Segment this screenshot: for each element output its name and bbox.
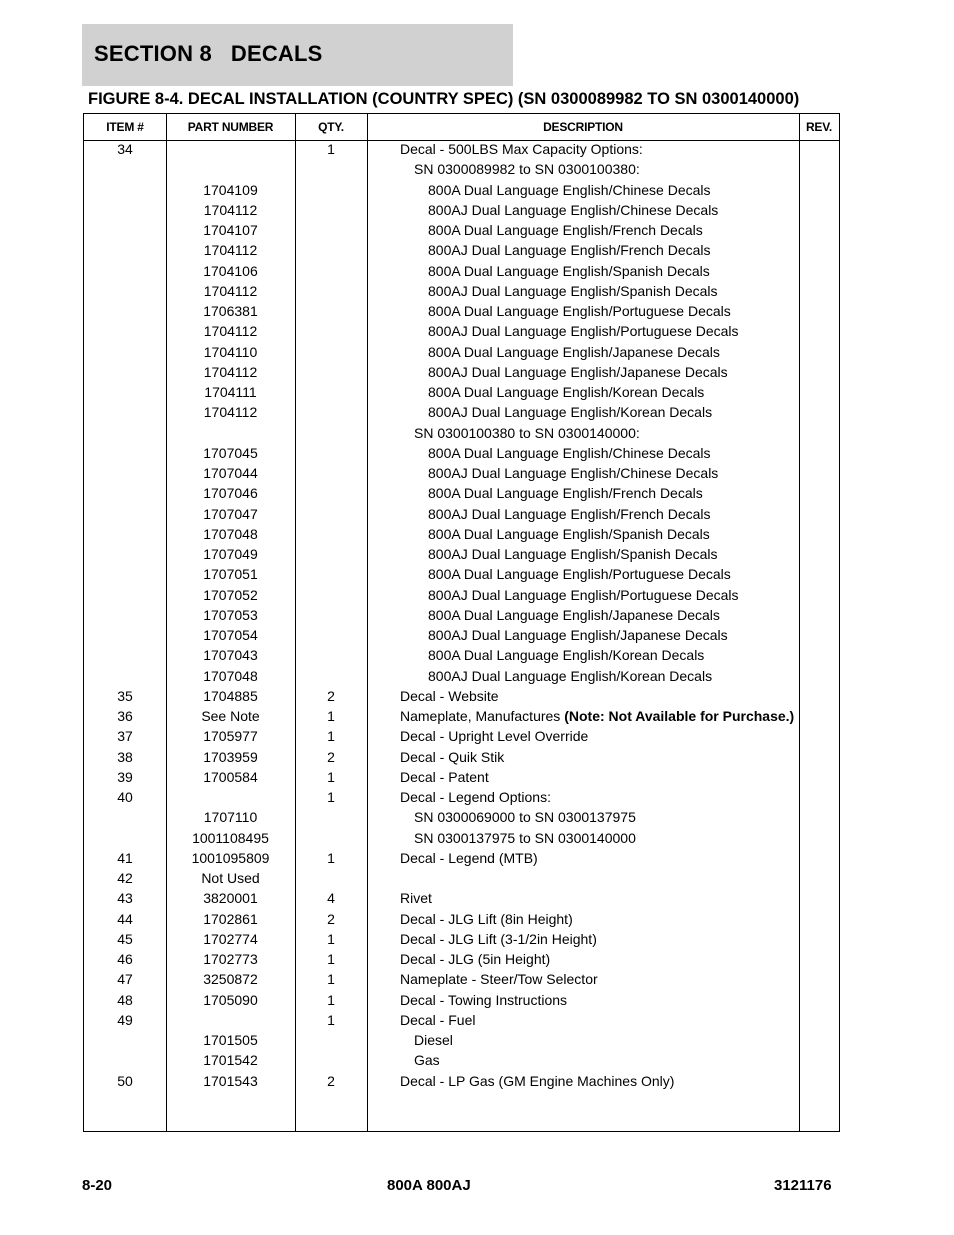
table-row <box>84 726 839 746</box>
description-text: SN 0300100380 to SN 0300140000: <box>414 424 640 441</box>
description <box>400 888 432 908</box>
table-row <box>84 342 839 362</box>
description-text: 800A Dual Language English/Korean Decals <box>428 384 705 400</box>
table-row <box>84 321 839 341</box>
description <box>400 139 643 159</box>
description <box>400 807 636 827</box>
description-text: Decal - Towing Instructions <box>400 991 568 1008</box>
description <box>400 200 718 220</box>
description-text: 800A Dual Language English/Spanish Decals <box>428 525 710 542</box>
item-number: 41 <box>117 849 133 866</box>
part-number: Not Used <box>201 870 260 886</box>
item-number: 46 <box>117 951 133 967</box>
item-number: 48 <box>117 991 133 1008</box>
description <box>400 1010 475 1030</box>
header-rev: REV. <box>805 120 833 134</box>
part-number: 1707044 <box>203 465 258 481</box>
part-number: 1704107 <box>203 222 258 238</box>
item-number: 37 <box>117 728 133 745</box>
item-number: 39 <box>117 768 133 785</box>
description <box>400 382 704 402</box>
description <box>400 645 704 665</box>
part-number: 1702773 <box>203 951 258 967</box>
item-number: 35 <box>117 687 133 704</box>
description-text: 800AJ Dual Language English/Chinese Decals <box>428 201 719 218</box>
description <box>400 949 550 969</box>
description <box>400 666 712 686</box>
description-text: 800AJ Dual Language English/Korean Decals <box>428 404 713 421</box>
section-title: SECTION 8 DECALS <box>94 41 323 66</box>
description <box>400 706 794 726</box>
table-row <box>84 524 839 544</box>
description <box>400 605 720 625</box>
item-number: 38 <box>117 748 133 765</box>
description-text: 800AJ Dual Language English/French Decals <box>428 242 711 259</box>
table-row <box>84 159 839 179</box>
part-number: 1700584 <box>203 768 258 785</box>
description-text: 800A Dual Language English/Chinese Decals <box>428 181 711 198</box>
part-number: 1707053 <box>203 606 258 623</box>
description <box>400 240 711 260</box>
description <box>400 159 640 179</box>
table-row <box>84 564 839 584</box>
description-text: 800A Dual Language English/Japanese Decals <box>428 606 720 623</box>
part-number: 3250872 <box>203 971 258 988</box>
quantity: 1 <box>327 1011 335 1028</box>
part-number: 1704112 <box>203 363 258 380</box>
description <box>400 483 703 503</box>
description-text: 800A Dual Language English/Portuguese Decals <box>428 303 731 319</box>
table-row <box>84 382 839 402</box>
description <box>400 342 720 362</box>
description <box>400 929 597 949</box>
item-number: 47 <box>117 971 133 988</box>
part-number: 1701542 <box>203 1052 258 1069</box>
description-text: 800A Dual Language English/Portuguese Decals <box>428 566 731 583</box>
table-row <box>84 200 839 220</box>
description <box>400 990 567 1010</box>
table-row <box>84 949 839 969</box>
table-row <box>84 706 839 726</box>
item-number: 49 <box>117 1011 133 1028</box>
part-number: 1707047 <box>203 505 258 522</box>
description <box>400 261 710 281</box>
description <box>400 726 588 746</box>
table-row <box>84 483 839 503</box>
table-row <box>84 220 839 240</box>
part-number: 1707043 <box>203 647 258 664</box>
description-text: 800AJ Dual Language English/Japanese Decals <box>428 363 728 380</box>
item-number: 44 <box>117 910 133 927</box>
table-row <box>84 402 839 422</box>
item-number: 40 <box>117 789 133 805</box>
part-number: 1704112 <box>203 282 258 299</box>
part-number: 1702861 <box>203 910 258 927</box>
part-number: 1701543 <box>203 1072 258 1089</box>
table-row <box>84 443 839 463</box>
description-text: Decal - JLG Lift (8in Height) <box>400 910 573 927</box>
table-row <box>84 301 839 321</box>
table-row <box>84 463 839 483</box>
table-row <box>84 909 839 929</box>
description-text: 800A Dual Language English/Chinese Decals <box>428 444 711 461</box>
description-text: Diesel <box>414 1032 453 1048</box>
header-item: ITEM # <box>106 120 144 134</box>
table-row <box>84 848 839 868</box>
description <box>400 909 573 929</box>
table-row <box>84 888 839 908</box>
description-text: Decal - Patent <box>400 768 489 785</box>
description-text: 800A Dual Language English/Spanish Decals <box>428 262 710 279</box>
quantity: 1 <box>327 951 335 967</box>
description-text: SN 0300069000 to SN 0300137975 <box>414 809 636 826</box>
description <box>400 443 711 463</box>
part-number: 1001108495 <box>192 829 269 846</box>
description-note: (Note: Not Available for Purchase.) <box>564 708 795 724</box>
part-number: See Note <box>201 708 260 724</box>
description-text: 800AJ Dual Language English/Portuguese Decals <box>428 323 739 340</box>
description <box>400 1030 453 1050</box>
part-number: 1707054 <box>203 627 258 643</box>
description <box>400 423 640 443</box>
description-text: Decal - Website <box>400 687 499 704</box>
description <box>400 564 731 584</box>
table-row <box>84 139 839 159</box>
description-text: Nameplate - Steer/Tow Selector <box>400 971 598 988</box>
quantity: 1 <box>327 789 335 805</box>
header-description: DESCRIPTION <box>543 120 623 134</box>
part-number: 1707051 <box>203 566 258 583</box>
part-number: 1705090 <box>203 991 258 1008</box>
description-text: 800AJ Dual Language English/Japanese Decals <box>428 627 728 643</box>
quantity: 1 <box>327 728 335 745</box>
footer-page-number: 8-20 <box>82 1177 113 1194</box>
part-number: 1701505 <box>203 1032 258 1048</box>
description-text: 800AJ Dual Language English/Spanish Decals <box>428 282 718 299</box>
description <box>400 524 710 544</box>
table-row <box>84 625 839 645</box>
quantity: 2 <box>327 748 335 765</box>
part-number: 1707046 <box>203 485 258 502</box>
description <box>400 544 718 564</box>
item-number: 42 <box>117 870 133 886</box>
description-text: 800AJ Dual Language English/Chinese Decals <box>428 465 719 481</box>
part-number: 1704106 <box>203 262 258 279</box>
item-number: 45 <box>117 930 133 947</box>
quantity: 1 <box>327 849 335 866</box>
quantity: 1 <box>327 991 335 1008</box>
part-number: 1707110 <box>203 809 258 826</box>
description-text: Decal - JLG (5in Height) <box>400 951 551 967</box>
part-number: 1001095809 <box>191 849 270 866</box>
description <box>400 828 636 848</box>
quantity: 1 <box>327 971 335 988</box>
description <box>400 402 712 422</box>
description-text: Decal - JLG Lift (3-1/2in Height) <box>400 930 597 947</box>
table-row <box>84 605 839 625</box>
table-row <box>84 180 839 200</box>
part-number: 1704109 <box>203 181 258 198</box>
table-row <box>84 868 839 888</box>
quantity: 1 <box>327 930 335 947</box>
part-number: 1704111 <box>204 384 257 400</box>
table-row <box>84 281 839 301</box>
description <box>400 585 739 605</box>
quantity: 1 <box>327 141 335 157</box>
table-row <box>84 990 839 1010</box>
quantity: 2 <box>327 687 335 704</box>
description-text: 800AJ Dual Language English/Korean Decals <box>428 667 713 684</box>
part-number: 1707048 <box>203 667 258 684</box>
table-row <box>84 747 839 767</box>
table-row <box>84 929 839 949</box>
description <box>400 301 731 321</box>
part-number: 1704112 <box>203 242 258 259</box>
description <box>400 848 538 868</box>
description-text: Decal - LP Gas (GM Engine Machines Only) <box>400 1072 675 1089</box>
description <box>400 686 499 706</box>
item-number: 43 <box>117 890 133 907</box>
description <box>400 747 504 767</box>
table-row <box>84 969 839 989</box>
part-number: 1702774 <box>203 930 258 947</box>
part-number: 1707048 <box>203 525 258 542</box>
figure-title: FIGURE 8-4. DECAL INSTALLATION (COUNTRY SPEC) (SN 0300089982 TO SN 0300140000) <box>88 90 800 108</box>
item-number: 36 <box>117 708 133 724</box>
description-text: 800A Dual Language English/Japanese Decals <box>428 343 720 360</box>
header-part-number: PART NUMBER <box>187 120 274 134</box>
description <box>400 362 728 382</box>
description <box>400 767 489 787</box>
table-row <box>84 1050 839 1070</box>
part-number: 1704112 <box>203 323 258 340</box>
description <box>400 969 598 989</box>
quantity: 2 <box>327 1072 335 1089</box>
part-number: 1706381 <box>203 303 258 319</box>
quantity: 1 <box>327 708 335 724</box>
quantity: 2 <box>327 910 335 927</box>
description <box>400 504 711 524</box>
description-text: Gas <box>414 1052 440 1069</box>
table-row <box>84 686 839 706</box>
description <box>400 281 718 301</box>
item-number: 34 <box>117 141 133 157</box>
description-text: Decal - Legend Options: <box>400 789 551 805</box>
table-row <box>84 504 839 524</box>
quantity: 4 <box>327 890 335 907</box>
description-text: 800A Dual Language English/French Decals <box>428 222 703 238</box>
description-text: Decal - Legend (MTB) <box>400 849 538 866</box>
quantity: 1 <box>327 768 335 785</box>
part-number: 1704110 <box>203 343 258 360</box>
table-row <box>84 807 839 827</box>
parts-table <box>83 113 840 1132</box>
description-text: 800AJ Dual Language English/French Decals <box>428 505 711 522</box>
description-text: 800A Dual Language English/Korean Decals <box>428 647 705 664</box>
table-row <box>84 544 839 564</box>
footer-model: 800A 800AJ <box>387 1177 471 1194</box>
description <box>400 625 728 645</box>
part-number: 3820001 <box>203 890 258 907</box>
table-row <box>84 1030 839 1050</box>
description <box>400 787 551 807</box>
header-qty: QTY. <box>318 120 344 134</box>
part-number: 1707045 <box>203 444 258 461</box>
description-text: Decal - 500LBS Max Capacity Options: <box>400 141 643 157</box>
table-row <box>84 423 839 443</box>
table-row <box>84 666 839 686</box>
description <box>400 180 711 200</box>
table-row <box>84 362 839 382</box>
table-row <box>84 240 839 260</box>
table-row <box>84 1071 839 1091</box>
description <box>400 463 718 483</box>
description-text: SN 0300137975 to SN 0300140000 <box>414 829 636 846</box>
table-body <box>84 139 839 1091</box>
footer-doc-number: 3121176 <box>774 1177 832 1194</box>
section-banner <box>82 24 513 86</box>
description-text: Decal - Fuel <box>400 1011 476 1028</box>
description-text: SN 0300089982 to SN 0300100380: <box>414 161 640 178</box>
part-number: 1704885 <box>203 687 258 704</box>
description-text: Decal - Quik Stik <box>400 748 505 765</box>
description-text: 800AJ Dual Language English/Spanish Decals <box>428 546 718 562</box>
description-text: Nameplate, Manufactures <box>400 708 565 724</box>
description-text: Rivet <box>400 890 432 907</box>
table-row <box>84 1010 839 1030</box>
description <box>400 220 703 240</box>
description <box>400 321 739 341</box>
table-row <box>84 645 839 665</box>
part-number: 1703959 <box>203 748 258 765</box>
table-row <box>84 585 839 605</box>
part-number: 1707049 <box>203 546 258 562</box>
table-row <box>84 828 839 848</box>
description-text: 800A Dual Language English/French Decals <box>428 485 703 502</box>
part-number: 1704112 <box>203 201 258 218</box>
item-number: 50 <box>117 1072 133 1089</box>
description <box>400 1050 440 1070</box>
part-number: 1705977 <box>203 728 258 745</box>
part-number: 1704112 <box>203 404 258 421</box>
description-text: Decal - Upright Level Override <box>400 728 589 745</box>
description <box>400 1071 674 1091</box>
table-row <box>84 261 839 281</box>
table-row <box>84 787 839 807</box>
part-number: 1707052 <box>203 586 258 603</box>
description-text: 800AJ Dual Language English/Portuguese Decals <box>428 586 739 603</box>
table-row <box>84 767 839 787</box>
